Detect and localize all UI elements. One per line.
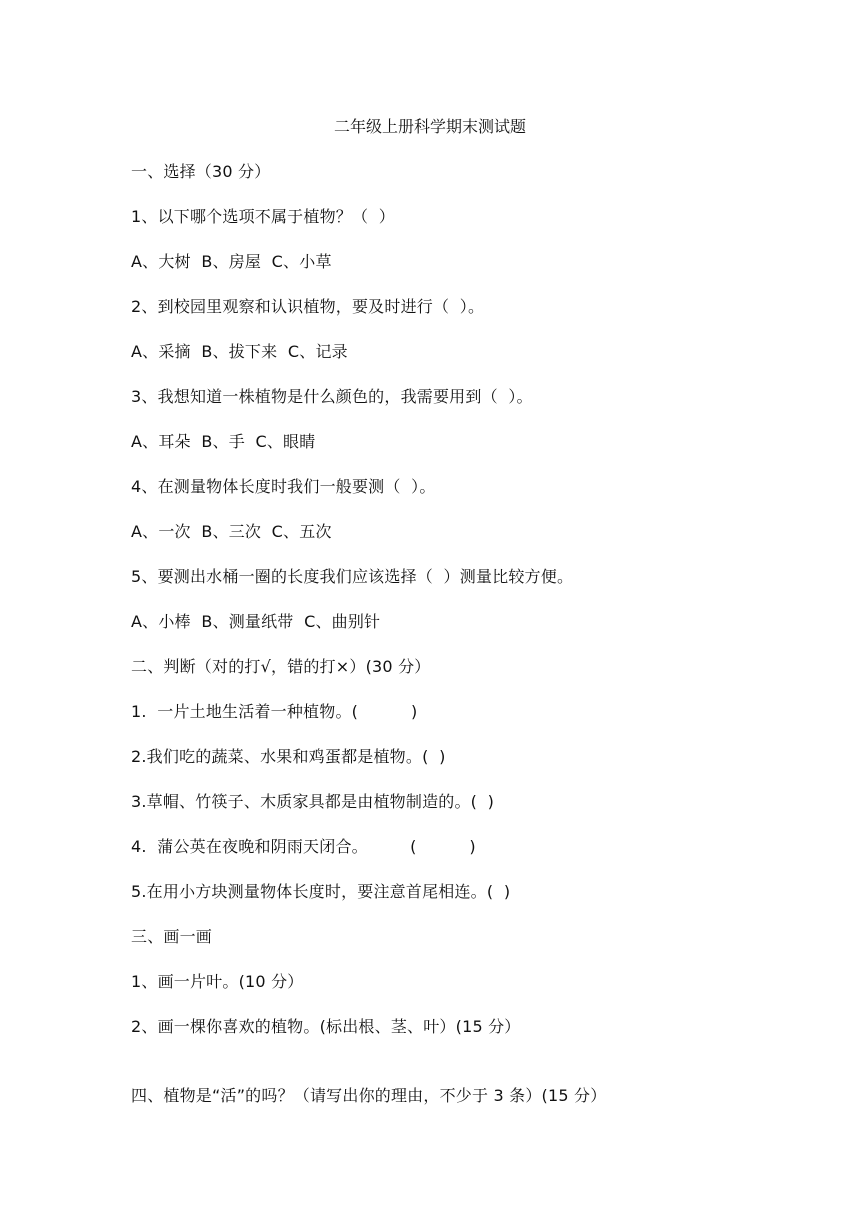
options-1: A、大树 B、房屋 C、小草 <box>131 252 332 271</box>
question-5: 5、要测出水桶一圈的长度我们应该选择（ ）测量比较方便。 <box>131 567 574 586</box>
section4-heading: 四、植物是“活”的吗？（请写出你的理由，不少于 3 条）(15 分） <box>131 1086 607 1105</box>
judge-item-3: 3.草帽、竹筷子、木质家具都是由植物制造的。( ) <box>131 792 495 811</box>
options-4: A、一次 B、三次 C、五次 <box>131 522 332 541</box>
judge-item-5: 5.在用小方块测量物体长度时，要注意首尾相连。( ) <box>131 882 511 901</box>
options-2: A、采摘 B、拔下来 C、记录 <box>131 342 348 361</box>
draw-item-2: 2、画一棵你喜欢的植物。(标出根、茎、叶）(15 分） <box>131 1017 521 1036</box>
options-5: A、小棒 B、测量纸带 C、曲别针 <box>131 612 381 631</box>
question-1: 1、以下哪个选项不属于植物？（ ） <box>131 207 395 226</box>
doc-title: 二年级上册科学期末测试题 <box>333 117 526 136</box>
section2-heading: 二、判断（对的打√，错的打×）(30 分） <box>131 657 431 676</box>
question-3: 3、我想知道一株植物是什么颜色的，我需要用到（ ）。 <box>131 387 533 406</box>
judge-item-1: 1. 一片土地生活着一种植物。( ) <box>131 702 418 721</box>
section3-heading: 三、画一画 <box>131 927 213 946</box>
question-4: 4、在测量物体长度时我们一般要测（ ）。 <box>131 477 436 496</box>
options-3: A、耳朵 B、手 C、眼睛 <box>131 432 316 451</box>
question-2: 2、到校园里观察和认识植物，要及时进行（ ）。 <box>131 297 485 316</box>
judge-item-2: 2.我们吃的蔬菜、水果和鸡蛋都是植物。( ) <box>131 747 446 766</box>
draw-item-1: 1、画一片叶。(10 分） <box>131 972 304 991</box>
judge-item-4: 4. 蒲公英在夜晚和阴雨天闭合。 ( ) <box>131 837 476 856</box>
section1-heading: 一、选择（30 分） <box>131 162 271 181</box>
